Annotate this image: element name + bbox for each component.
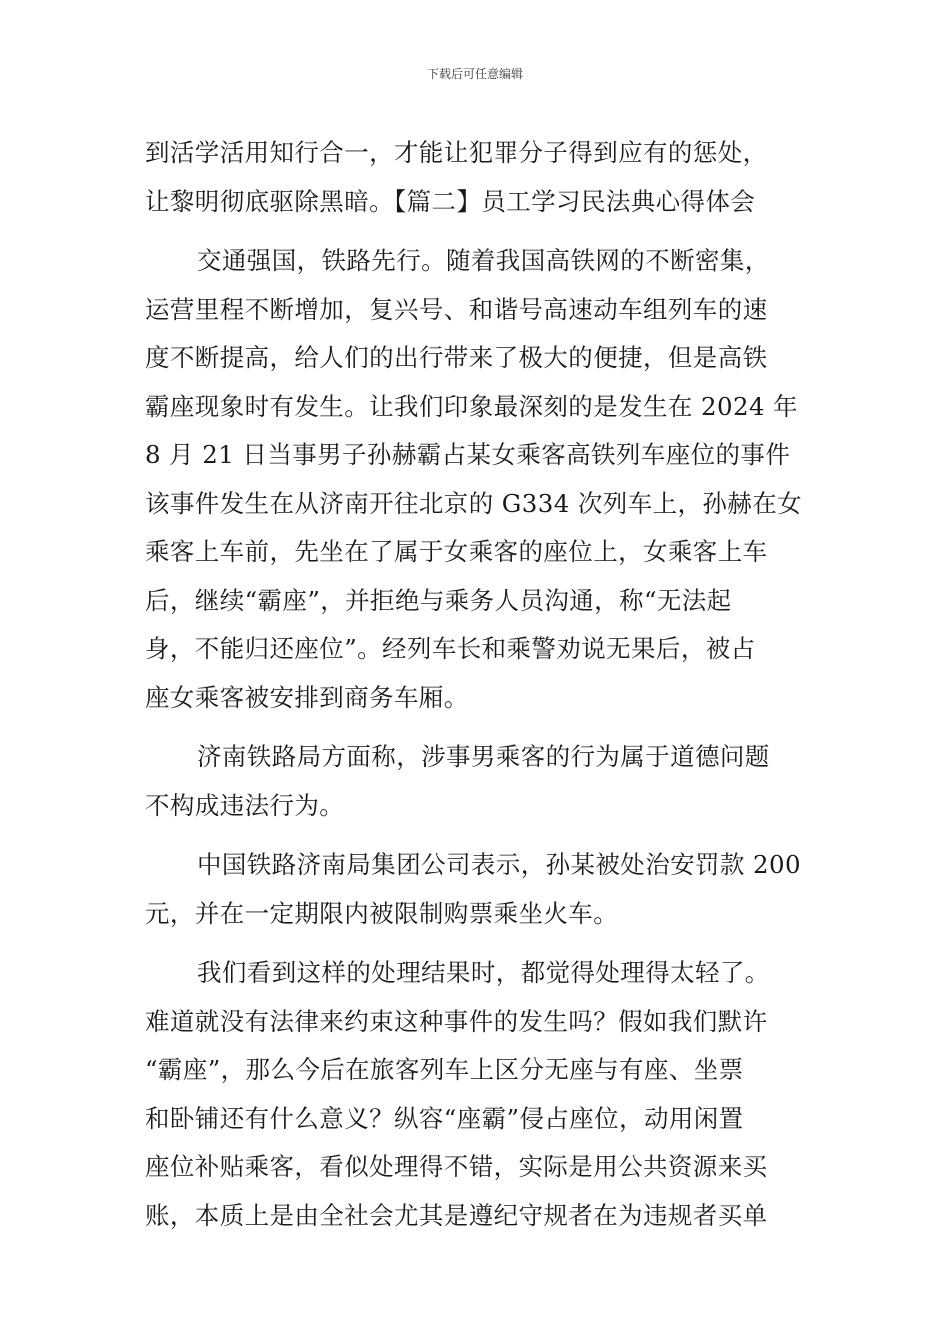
text-line: 座女乘客被安排到商务车厢。 (145, 682, 469, 712)
text-line: 后，继续“霸座”，并拒绝与乘务人员沟通，称“无法起 (145, 585, 732, 615)
text-line: 运营里程不断增加，复兴号、和谐号高速动车组列车的速 (145, 294, 768, 324)
text-line: 账，本质上是由全社会尤其是遵纪守规者在为违规者买单 (145, 1200, 768, 1230)
document-body (145, 129, 809, 1240)
text-line: 霸座现象时有发生。让我们印象最深刻的是发生在 2024 年 (145, 391, 799, 421)
text-line: “霸座”，那么今后在旅客列车上区分无座与有座、坐票 (145, 1055, 744, 1084)
text-line: 座位补贴乘客，看似处理得不错，实际是用公共资源来买 (145, 1152, 768, 1181)
text-line: 不构成违法行为。 (145, 790, 345, 820)
text-line: 到活学活用知行合一，才能让犯罪分子得到应有的惩处， (145, 138, 768, 167)
text-line: 度不断提高，给人们的出行带来了极大的便捷，但是高铁 (145, 343, 768, 372)
text-line: 元，并在一定期限内被限制购票乘坐火车。 (145, 898, 619, 928)
paragraph-start-line: 济南铁路局方面称，涉事男乘客的行为属于道德问题 (197, 742, 770, 771)
text-line: 和卧铺还有什么意义？纵容“座霸”侵占座位，动用闲置 (145, 1103, 744, 1133)
text-line: 该事件发生在从济南开往北京的 G334 次列车上，孙赫在女 (145, 488, 803, 518)
paragraph-start-line: 交通强国，铁路先行。随着我国高铁网的不断密集， (197, 246, 770, 275)
text-line: 8 月 21 日当事男子孙赫霸占某女乘客高铁列车座位的事件 (145, 440, 791, 469)
text-line: 让黎明彻底驱除黑暗。【篇二】员工学习民法典心得体会 (145, 186, 756, 216)
paragraph-start-line: 我们看到这样的处理结果时，都觉得处理得太轻了。 (197, 958, 770, 987)
paragraph-start-line: 中国铁路济南局集团公司表示，孙某被处治安罚款 200 (197, 850, 801, 879)
text-line: 难道就没有法律来约束这种事件的发生吗？假如我们默许 (145, 1006, 768, 1036)
text-line: 乘客上车前，先坐在了属于女乘客的座位上，女乘客上车 (145, 537, 768, 566)
page-header: 下载后可任意编辑 (426, 67, 523, 81)
text-line: 身，不能归还座位”。经列车长和乘警劝说无果后，被占 (145, 634, 756, 663)
